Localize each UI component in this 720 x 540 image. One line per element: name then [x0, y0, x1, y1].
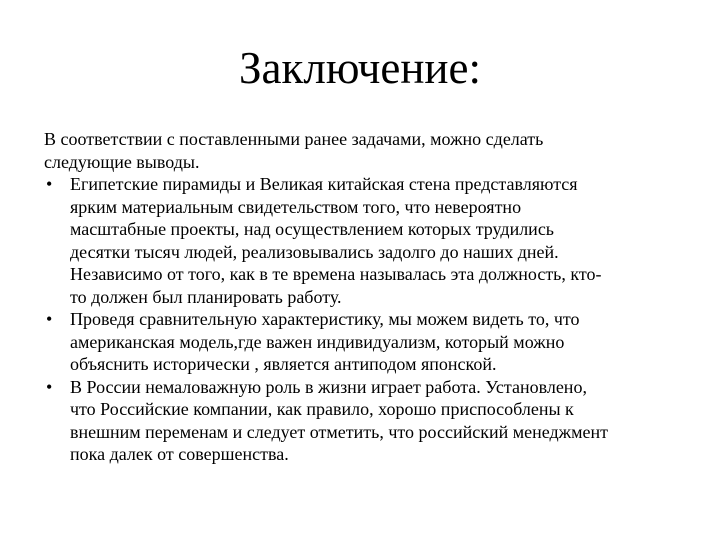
intro-line: В соответствии с поставленными ранее задачами, можно сделать [44, 129, 544, 149]
bullet-dot-icon: • [46, 174, 53, 194]
bullet-line: пока далек от совершенства. [70, 444, 289, 464]
intro-paragraph [44, 128, 684, 173]
bullet-item-russia [44, 376, 684, 466]
bullet-line: американская модель,где важен индивидуализм, который можно [70, 331, 565, 352]
bullet-line: Проведя сравнительную характеристику, мы можем видеть то, что [70, 309, 580, 329]
bullet-dot-icon: • [46, 309, 53, 329]
bullet-line: В России немаловажную роль в жизни играет работа. Установлено, [70, 376, 587, 397]
bullet-list [44, 173, 684, 466]
bullet-item-pyramids [44, 173, 684, 308]
bullet-line: Египетские пирамиды и Великая китайская стена представляются [70, 174, 578, 194]
bullet-item-comparison [44, 308, 684, 376]
bullet-line: ярким материальным свидетельством того, что невероятно [70, 196, 522, 217]
bullet-line: Независимо от того, как в те времена называлась эта должность, кто- [70, 264, 602, 284]
bullet-line: масштабные проекты, над осуществлением которых трудились [70, 219, 555, 239]
intro-line: следующие выводы. [44, 151, 200, 172]
bullet-line: объяснить исторически , является антиподом японской. [70, 354, 497, 374]
bullet-line: то должен был планировать работу. [70, 286, 342, 307]
bullet-line: внешним переменам и следует отметить, что российский менеджмент [70, 421, 608, 442]
slide-title: Заключение: [239, 43, 481, 93]
slide-body [44, 128, 684, 466]
bullet-line: десятки тысяч людей, реализовывались задолго до наших дней. [70, 241, 559, 262]
bullet-dot-icon: • [46, 376, 53, 397]
bullet-line: что Российские компании, как правило, хорошо приспособлены к [70, 399, 574, 419]
